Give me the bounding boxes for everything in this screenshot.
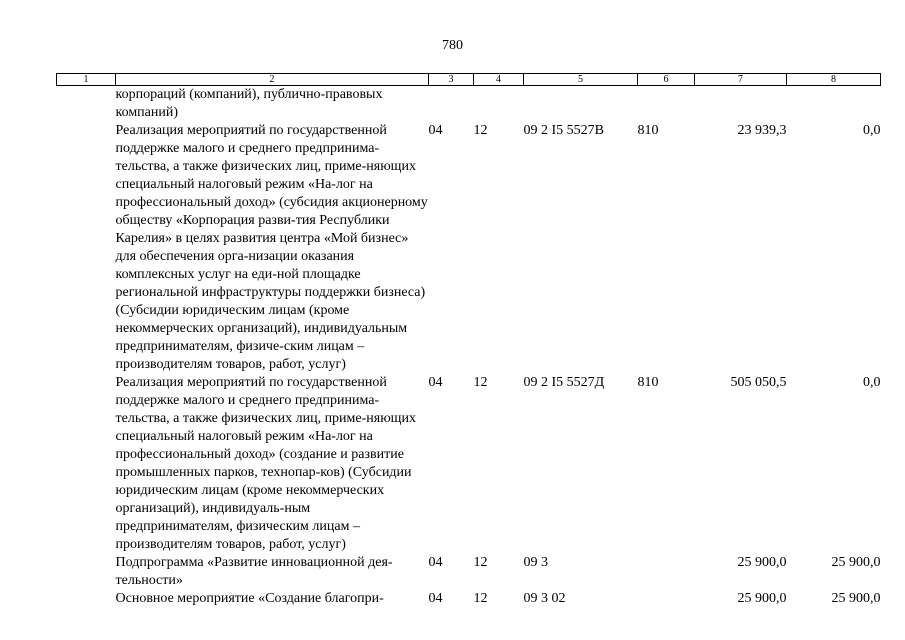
column-number: 1 [57,74,116,86]
row-number-cell [57,122,116,374]
budget-table [56,73,881,608]
column-number: 7 [695,74,787,86]
amount-year-1-cell: 505 050,5 [730,375,787,390]
subsection-code-cell: 12 [473,591,488,606]
section-code-cell: 04 [428,555,443,570]
amount-year-1-cell: 25 900,0 [737,591,787,606]
section-code-cell: 04 [428,591,443,606]
amount-year-1-cell: 25 900,0 [737,555,787,570]
expense-type-cell [638,554,695,590]
page-number: 780 [442,38,463,53]
item-name-cell: Реализация мероприятий по государственной поддержке малого и среднего предпринима-тельства, а также физических лиц, приме-няющих специальный налоговый режим «На-лог на профессиональный доход» (субсидия акционерному обществу «Корпорация разви-тия Республики Карелия» в целях развития центра «Мой бизнес» для обеспечения орга-низации оказания комплексных услуг на еди-ной площадке региональной инфраструктуры поддержки бизнеса) (Субсидии юридическим лицам (кроме некоммерческих организаций), индивидуальным предпринимателям, физиче-ским лицам – производителям товаров, работ, услуг) [115,123,428,372]
column-number-header-row [57,74,881,86]
expense-type-cell [638,590,695,608]
subsection-code-cell [474,86,524,123]
item-name-cell: Подпрограмма «Развитие инновационной дея-тельности» [115,555,393,588]
amount-year-2-cell [787,86,881,123]
target-article-cell: 09 3 [523,555,548,570]
section-code-cell: 04 [428,123,443,138]
item-name-cell: Основное мероприятие «Создание благопри- [115,591,384,606]
row-number-cell [57,554,116,590]
column-number: 2 [116,74,429,86]
row-number-cell [57,374,116,554]
table-row [57,590,881,608]
table-row [57,554,881,590]
item-name-cell: Реализация мероприятий по государственной поддержке малого и среднего предпринима-тельства, а также физических лиц, приме-няющих специальный налоговый режим «На-лог на профессиональный доход» (создание и развитие промышленных парков, технопар-ков) (Субсидии юридическим лицам (кроме некоммерческих организаций), индивидуаль-ным предпринимателям, физическим лицам – производителям товаров, работ, услуг) [115,375,416,552]
amount-year-2-cell: 0,0 [863,123,881,138]
expense-type-cell: 810 [637,123,659,138]
amount-year-1-cell [695,86,787,123]
row-number-cell [57,590,116,608]
section-code-cell: 04 [428,375,443,390]
amount-year-2-cell: 25 900,0 [831,555,881,570]
amount-year-2-cell: 0,0 [863,375,881,390]
target-article-cell: 09 2 I5 5527В [523,123,604,138]
column-number: 8 [787,74,881,86]
row-number-cell [57,86,116,123]
expense-type-cell [638,86,695,123]
table-row [57,374,881,554]
column-number: 6 [638,74,695,86]
target-article-cell: 09 2 I5 5527Д [523,375,605,390]
table-row [57,122,881,374]
amount-year-2-cell: 25 900,0 [831,591,881,606]
subsection-code-cell: 12 [473,375,488,390]
item-name-cell: корпораций (компаний), публично-правовых компаний) [115,87,383,120]
column-number: 3 [429,74,474,86]
amount-year-1-cell: 23 939,3 [737,123,787,138]
expense-type-cell: 810 [637,375,659,390]
column-number: 4 [474,74,524,86]
table-row [57,86,881,123]
subsection-code-cell: 12 [473,123,488,138]
section-code-cell [429,86,474,123]
column-number: 5 [524,74,638,86]
target-article-cell [524,86,638,123]
subsection-code-cell: 12 [473,555,488,570]
target-article-cell: 09 3 02 [523,591,566,606]
